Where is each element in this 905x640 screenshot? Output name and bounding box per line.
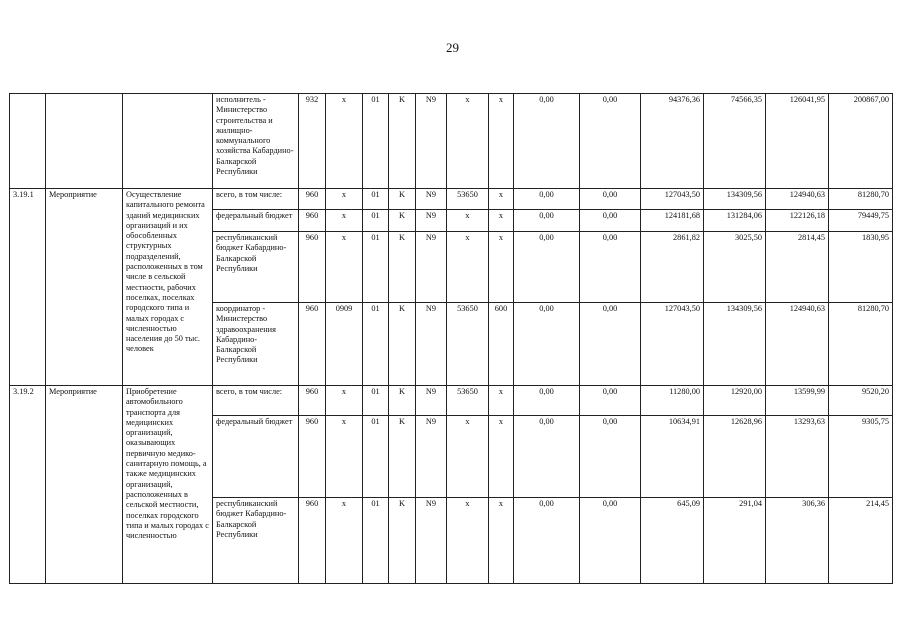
cell-vr: x <box>489 232 514 303</box>
cell-subprogram: K <box>389 498 416 584</box>
cell-year-6: 81280,70 <box>829 189 893 210</box>
cell-year-3: 2861,82 <box>641 232 704 303</box>
cell-year-6: 9520,20 <box>829 386 893 416</box>
cell-year-6: 9305,75 <box>829 416 893 498</box>
cell-source: республиканский бюджет Кабардино-Балкарской Республики <box>213 498 299 584</box>
cell-year-1: 0,00 <box>514 232 580 303</box>
cell-year-1: 0,00 <box>514 416 580 498</box>
cell-rzpr: x <box>326 498 363 584</box>
cell-number <box>10 94 46 189</box>
cell-year-2: 0,00 <box>580 303 641 386</box>
cell-subprogram: K <box>389 189 416 210</box>
cell-program: 01 <box>363 416 389 498</box>
cell-year-1: 0,00 <box>514 303 580 386</box>
cell-year-6: 200867,00 <box>829 94 893 189</box>
cell-source: исполнитель - Министерство строительства и жилищно-коммунального хозяйства Кабардино-Балкарской Республики <box>213 94 299 189</box>
cell-grbs: 932 <box>299 94 326 189</box>
cell-year-2: 0,00 <box>580 210 641 232</box>
cell-vr: x <box>489 189 514 210</box>
cell-description: Приобретение автомобильного транспорта для медицинских организаций, оказывающих первичную медико-санитарную помощь, а также медицинских организаций, расположенных в сельской местности, поселках городского типа и малых городах с численностью <box>123 386 213 584</box>
cell-project: N9 <box>416 416 447 498</box>
cell-rzpr: x <box>326 189 363 210</box>
cell-year-4: 134309,56 <box>704 303 766 386</box>
cell-source: федеральный бюджет <box>213 210 299 232</box>
cell-year-2: 0,00 <box>580 189 641 210</box>
cell-type <box>46 94 123 189</box>
cell-program: 01 <box>363 303 389 386</box>
cell-subprogram: K <box>389 303 416 386</box>
cell-year-4: 3025,50 <box>704 232 766 303</box>
cell-year-2: 0,00 <box>580 498 641 584</box>
cell-year-4: 74566,35 <box>704 94 766 189</box>
cell-year-1: 0,00 <box>514 210 580 232</box>
cell-year-3: 10634,91 <box>641 416 704 498</box>
cell-number: 3.19.1 <box>10 189 46 386</box>
cell-source: республиканский бюджет Кабардино-Балкарской Республики <box>213 232 299 303</box>
cell-year-3: 645,09 <box>641 498 704 584</box>
budget-table <box>9 93 893 584</box>
cell-year-4: 131284,06 <box>704 210 766 232</box>
page-number: 29 <box>446 40 459 55</box>
cell-vr: x <box>489 416 514 498</box>
cell-year-3: 127043,50 <box>641 189 704 210</box>
cell-subprogram: K <box>389 416 416 498</box>
cell-direction: x <box>447 232 489 303</box>
cell-grbs: 960 <box>299 210 326 232</box>
cell-number: 3.19.2 <box>10 386 46 584</box>
cell-direction: x <box>447 498 489 584</box>
cell-grbs: 960 <box>299 498 326 584</box>
cell-vr: x <box>489 210 514 232</box>
cell-year-2: 0,00 <box>580 416 641 498</box>
cell-year-1: 0,00 <box>514 386 580 416</box>
cell-subprogram: K <box>389 232 416 303</box>
cell-vr: 600 <box>489 303 514 386</box>
cell-source: всего, в том числе: <box>213 386 299 416</box>
cell-year-2: 0,00 <box>580 94 641 189</box>
cell-year-5: 122126,18 <box>766 210 829 232</box>
cell-project: N9 <box>416 303 447 386</box>
cell-vr: x <box>489 498 514 584</box>
cell-rzpr: x <box>326 416 363 498</box>
cell-year-6: 1830,95 <box>829 232 893 303</box>
cell-source: федеральный бюджет <box>213 416 299 498</box>
cell-project: N9 <box>416 498 447 584</box>
cell-grbs: 960 <box>299 386 326 416</box>
cell-year-4: 291,04 <box>704 498 766 584</box>
table-row <box>10 189 893 210</box>
cell-program: 01 <box>363 498 389 584</box>
cell-year-5: 126041,95 <box>766 94 829 189</box>
cell-subprogram: K <box>389 386 416 416</box>
cell-year-1: 0,00 <box>514 94 580 189</box>
cell-year-6: 79449,75 <box>829 210 893 232</box>
cell-direction: x <box>447 210 489 232</box>
cell-rzpr: x <box>326 94 363 189</box>
cell-year-4: 12628,96 <box>704 416 766 498</box>
cell-year-1: 0,00 <box>514 498 580 584</box>
cell-project: N9 <box>416 232 447 303</box>
cell-direction: 53650 <box>447 386 489 416</box>
cell-year-1: 0,00 <box>514 189 580 210</box>
cell-year-5: 306,36 <box>766 498 829 584</box>
cell-project: N9 <box>416 210 447 232</box>
cell-grbs: 960 <box>299 232 326 303</box>
cell-rzpr: x <box>326 386 363 416</box>
cell-description: Осуществление капитального ремонта зданий медицинских организаций и их обособленных структурных подразделений, расположенных в том числе в сельской местности, рабочих поселках, поселках городского типа и малых городах с численностью населения до 50 тыс. человек <box>123 189 213 386</box>
cell-program: 01 <box>363 94 389 189</box>
cell-year-2: 0,00 <box>580 386 641 416</box>
cell-program: 01 <box>363 189 389 210</box>
cell-grbs: 960 <box>299 189 326 210</box>
cell-year-2: 0,00 <box>580 232 641 303</box>
cell-project: N9 <box>416 189 447 210</box>
cell-year-5: 2814,45 <box>766 232 829 303</box>
cell-year-5: 124940,63 <box>766 303 829 386</box>
cell-source: координатор - Министерство здравоохранения Кабардино-Балкарской Республики <box>213 303 299 386</box>
cell-direction: 53650 <box>447 303 489 386</box>
cell-subprogram: K <box>389 210 416 232</box>
cell-year-3: 11280,00 <box>641 386 704 416</box>
cell-grbs: 960 <box>299 416 326 498</box>
cell-rzpr: x <box>326 210 363 232</box>
cell-year-3: 94376,36 <box>641 94 704 189</box>
cell-year-5: 13293,63 <box>766 416 829 498</box>
cell-year-4: 12920,00 <box>704 386 766 416</box>
cell-subprogram: K <box>389 94 416 189</box>
cell-year-5: 124940,63 <box>766 189 829 210</box>
cell-vr: x <box>489 94 514 189</box>
cell-year-3: 127043,50 <box>641 303 704 386</box>
cell-vr: x <box>489 386 514 416</box>
cell-year-5: 13599,99 <box>766 386 829 416</box>
cell-direction: 53650 <box>447 189 489 210</box>
cell-rzpr: 0909 <box>326 303 363 386</box>
cell-rzpr: x <box>326 232 363 303</box>
cell-program: 01 <box>363 232 389 303</box>
cell-year-4: 134309,56 <box>704 189 766 210</box>
cell-project: N9 <box>416 94 447 189</box>
cell-type: Мероприятие <box>46 189 123 386</box>
cell-description <box>123 94 213 189</box>
cell-project: N9 <box>416 386 447 416</box>
cell-source: всего, в том числе: <box>213 189 299 210</box>
cell-grbs: 960 <box>299 303 326 386</box>
cell-year-3: 124181,68 <box>641 210 704 232</box>
table-row <box>10 386 893 416</box>
cell-program: 01 <box>363 210 389 232</box>
table-row <box>10 94 893 189</box>
cell-type: Мероприятие <box>46 386 123 584</box>
cell-year-6: 214,45 <box>829 498 893 584</box>
cell-year-6: 81280,70 <box>829 303 893 386</box>
cell-program: 01 <box>363 386 389 416</box>
cell-direction: x <box>447 94 489 189</box>
cell-direction: x <box>447 416 489 498</box>
